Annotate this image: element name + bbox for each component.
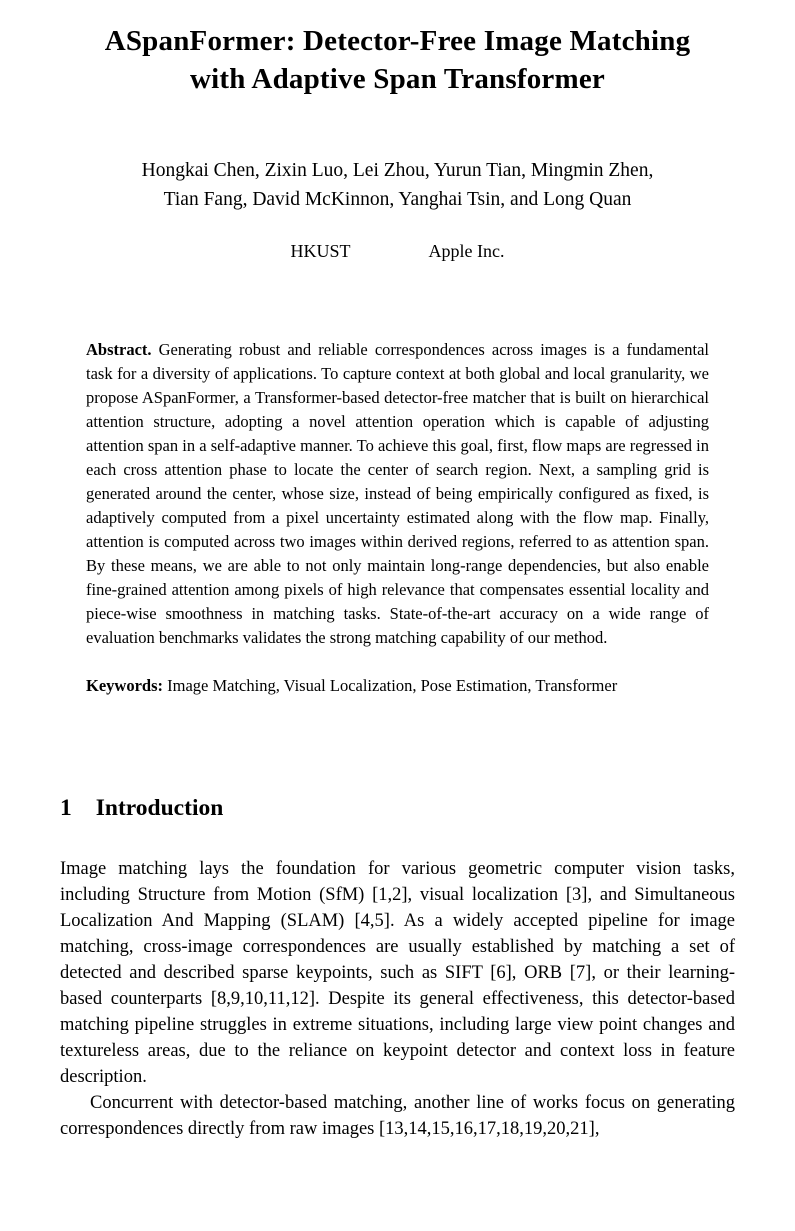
keywords-paragraph (86, 674, 709, 698)
paper-title-line-1: ASpanFormer: Detector-Free Image Matching (104, 25, 691, 57)
section-heading-introduction (60, 794, 735, 822)
section-title: Introduction (95, 795, 224, 821)
abstract-paragraph (86, 338, 709, 650)
affiliations (60, 240, 735, 262)
abstract-block (86, 338, 709, 698)
author-list-line-1: Hongkai Chen, Zixin Luo, Lei Zhou, Yurun Tian, Mingmin Zhen, (141, 160, 654, 181)
author-list (60, 156, 735, 214)
keywords-label: Keywords: (86, 676, 163, 695)
affiliation-hkust: HKUST (290, 241, 351, 261)
abstract-label: Abstract. (86, 340, 152, 359)
intro-paragraph-1: Image matching lays the foundation for various geometric computer vision tasks, including Structure from Motion (SfM) [1,2], visual localization [3], and Simultaneous Localization And Mapping (SLAM) [4,5]. As a widely accepted pipeline for image matching, cross-image correspondences are usually established by matching a set of detected and described sparse keypoints, such as SIFT [6], ORB [7], or their learning-based counterparts [8,9,10,11,12]. Despite its general effectiveness, this detector-based matching pipeline struggles in extreme situations, including large view point changes and textureless areas, due to the reliance on keypoint detector and context loss in feature description. (60, 859, 735, 1087)
abstract-text: Generating robust and reliable correspondences across images is a fundamental task for a diversity of applications. To capture context at both global and local granularity, we propose ASpanFormer, a Transformer-based detector-free matcher that is built on hierarchical attention structure, adopting a novel attention operation which is capable of adjusting attention span in a self-adaptive manner. To achieve this goal, first, flow maps are regressed in each cross attention phase to locate the center of search region. Next, a sampling grid is generated around the center, whose size, instead of being empirically configured as fixed, is adaptively computed from a pixel uncertainty estimated along with the flow map. Finally, attention is computed across two images within derived regions, referred to as attention span. By these means, we are able to not only maintain long-range dependencies, but also enable fine-grained attention among pixels of high relevance that compensates essential locality and piece-wise smoothness in matching tasks. State-of-the-art accuracy on a wide range of evaluation benchmarks validates the strong matching capability of our method. (86, 340, 709, 647)
paper-title (60, 20, 735, 98)
paper-title-line-2: with Adaptive Span Transformer (190, 63, 605, 95)
keywords-text: Image Matching, Visual Localization, Pose Estimation, Transformer (167, 676, 618, 695)
section-number: 1 (60, 795, 72, 821)
affiliation-apple: Apple Inc. (428, 241, 505, 261)
author-list-line-2: Tian Fang, David McKinnon, Yanghai Tsin, and Long Quan (163, 189, 632, 210)
intro-paragraph-2: Concurrent with detector-based matching, another line of works focus on generating correspondences directly from raw images [13,14,15,16,17,18,19,20,21], (60, 1093, 735, 1139)
